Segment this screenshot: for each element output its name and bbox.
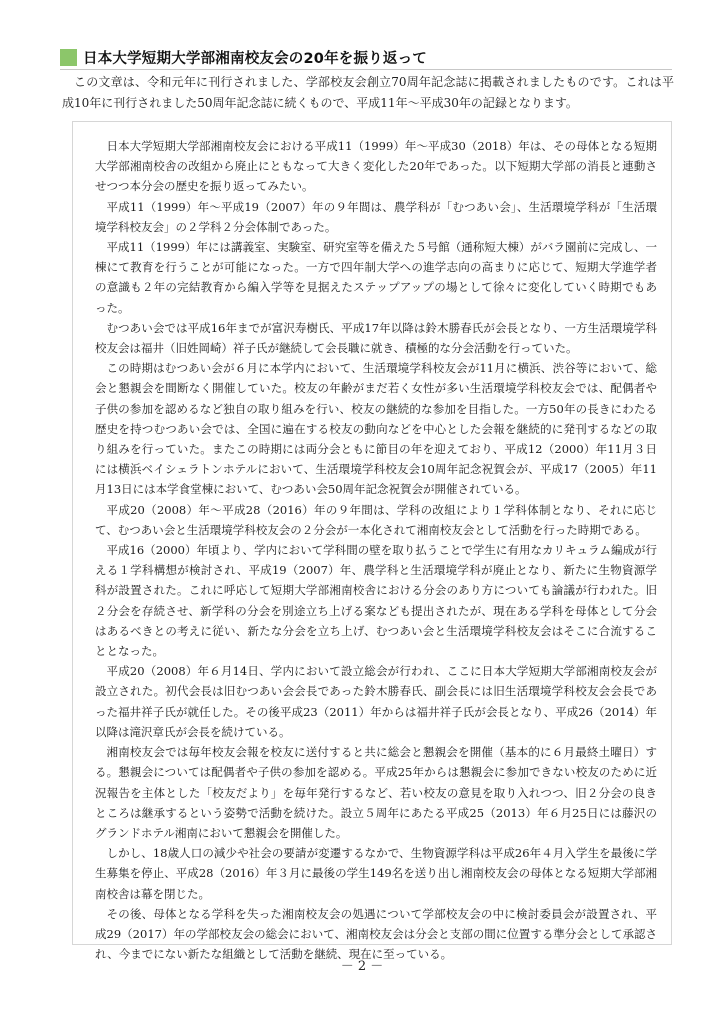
page-title: 日本大学短期大学部湘南校友会の20年を振り返って bbox=[83, 50, 427, 67]
paragraph: その後、母体となる学科を失った湘南校友会の処遇について学部校友会の中に検討委員会が設置され、平成29（2017）年の学部校友会の総会において、湘南校友会は分会と支部の間に位置する準分会として承認され、今までにない新たな組織として活動を継続、現在に至っている。 bbox=[95, 906, 657, 962]
article-box bbox=[72, 121, 672, 962]
paragraph: 平成11（1999）年～平成19（2007）年の９年間は、農学科が「むつあい会」、生活環境学科が「生活環境学科校友会」の２学科２分会体制であった。 bbox=[95, 199, 657, 234]
paragraph: 平成16（2000）年頃より、学内において学科間の壁を取り払うことで学生に有用なカリキュラム編成が行える１学科構想が検討され、平成19（2007）年、農学科と生活環境学科が廃止となり、新たに生物資源学科が設置された。これに呼応して短期大学部湘南校舎における分会のあり方についても論議が行われた。旧２分会を存続させ、新学科の分会を別途立ち上げる案なども提出されたが、現在ある学科を母体として分会はあるべきとの考えに従い、新たな分会を立ち上げ、むつあい会と生活環境学科校友会はそこに合流することとなった。 bbox=[95, 543, 657, 659]
paragraph: 日本大学短期大学部湘南校友会における平成11（1999）年～平成30（2018）年は、その母体となる短期大学部湘南校舎の改組から廃止にともなって大きく変化した20年であった。以下短期大学部の消長と連動させつつ本分会の歴史を振り返ってみたい。 bbox=[95, 139, 657, 194]
paragraph: 湘南校友会では毎年校友会報を校友に送付すると共に総会と懇親会を開催（基本的に６月最終土曜日）する。懇親会については配偶者や子供の参加を認める。平成25年からは懇親会に参加できない校友のために近況報告を主体とした「校友だより」を毎年発行するなど、若い校友の意見を取り入れつつ、旧２分会の良きところは継承するという姿勢で活動を続けた。設立５周年にあたる平成25（2013）年６月25日には藤沢のグランドホテル湘南において懇親会を開催した。 bbox=[95, 745, 657, 840]
title-marker-square bbox=[60, 49, 77, 66]
section-title bbox=[60, 46, 670, 68]
paragraph: 平成20（2008）年６月14日、学内において設立総会が行われ、ここに日本大学短期大学部湘南校友会が設立された。初代会長は旧むつあい会会長であった鈴木勝春氏、副会長には旧生活環境学科校友会会長であった福井祥子氏が就任した。その後平成23（2011）年からは福井祥子氏が会長となり、平成26（2014）年以降は滝沢章氏が会長を続けている。 bbox=[95, 664, 657, 739]
paragraph: この時期はむつあい会が６月に本学内において、生活環境学科校友会が11月に横浜、渋谷等において、総会と懇親会を間断なく開催していた。校友の年齢がまだ若く女性が多い生活環境学科校友会では、配偶者や子供の参加を認めるなど独自の取り組みを行い、校友の継続的な参加を目指した。一方50年の長きにわたる歴史を持つむつあい会では、全国に遍在する校友の動向などを中心とした会報を継続的に発刊するなどの取り組みを行っていた。またこの時期には両分会ともに節目の年を迎えており、平成12（2000）年11月３日には横浜ベイシェラトンホテルにおいて、生活環境学科校友会10周年記念祝賀会が、平成17（2005）年11月13日には本学食堂棟において、むつあい会50周年記念祝賀会が開催されている。 bbox=[95, 361, 657, 497]
intro-note bbox=[62, 72, 674, 114]
paragraph: むつあい会では平成16年までが富沢寿樹氏、平成17年以降は鈴木勝春氏が会長となり、一方生活環境学科校友会は福井（旧姓岡崎）祥子氏が継続して会長職に就き、積極的な分会活動を行っていた。 bbox=[95, 320, 657, 356]
paragraph: 平成11（1999）年には講義室、実験室、研究室等を備えた５号館（通称短大棟）がバラ園前に完成し、一棟にて教育を行うことが可能になった。一方で四年制大学への進学志向の高まりに応じて、短期大学進学者の意識も２年の完結教育から編入学等を見据えたステップアップの場として徐々に変化していく時期でもあった。 bbox=[95, 240, 657, 315]
title-underline bbox=[60, 69, 672, 70]
page-number: － 2 － bbox=[340, 959, 384, 974]
paragraph: 平成20（2008）年～平成28（2016）年の９年間は、学科の改組により１学科体制となり、それに応じて、むつあい会と生活環境学科校友会の２分会が一本化されて湘南校友会として活動を行った時期である。 bbox=[95, 502, 657, 537]
paragraph: しかし、18歳人口の減少や社会の要請が変遷するなかで、生物資源学科は平成26年４月入学生を最後に学生募集を停止、平成28（2016）年３月に最後の学生149名を送り出し湘南校友会の母体となる短期大学部湘南校舎は幕を閉じた。 bbox=[95, 846, 657, 901]
intro-text: この文章は、令和元年に刊行されました、学部校友会創立70周年記念誌に掲載されましたものです。これは平成10年に刊行されました50周年記念誌に続くもので、平成11年～平成30年の記録となります。 bbox=[62, 75, 674, 110]
